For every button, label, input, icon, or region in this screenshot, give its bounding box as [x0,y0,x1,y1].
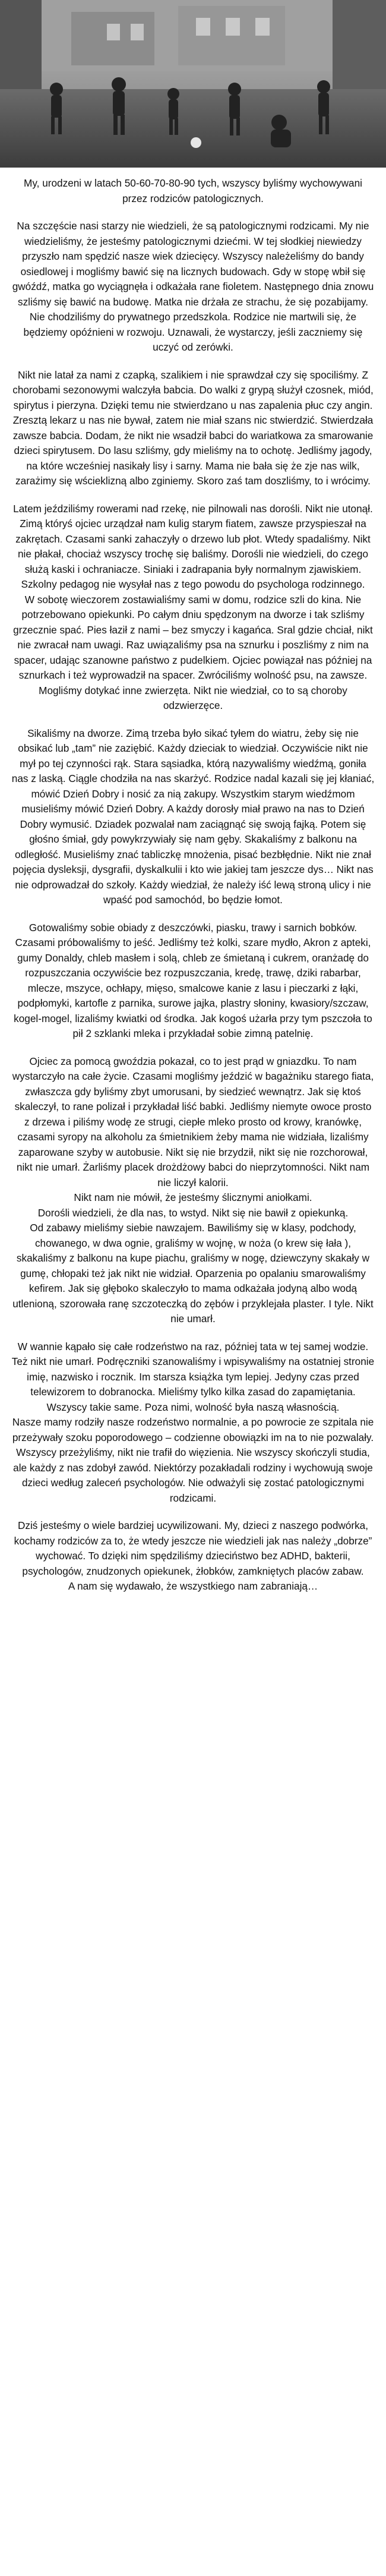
paragraph-text: Nasze mamy rodziły nasze rodzeństwo normalnie, a po powrocie ze szpitala nie przeżywały szoku poporodowego – codzienne obowiązki im na to nie pozwalały. Wszyscy przeżyliśmy, nikt nie trafił do więzienia. Nie wszyscy skończyli studia, ale każdy z nas zdobył zawód. Niektórzy pozakładali rodziny i wychowują swoje dzieci według zaleceń psychologów. Nie odważyli się zostać patologicznymi rodzicami. [12,1416,374,1504]
paragraph-text: W wannie kąpało się całe rodzeństwo na raz, później tata w tej samej wodzie. Też nikt nie umarł. Podręczniki szanowaliśmy i wpisywaliśmy na ostatniej stronie imię, nazwisko i rocznik. Im starsza książka tym lepiej. Jedyny czas przed telewizorem to dobranocka. Mieliśmy tylko kilka zasad do zapamiętania. Wszyscy takie same. Poza nimi, wolność była naszą własnością. [11,1340,375,1413]
paragraph [11,1054,375,1327]
article [0,168,386,1594]
paragraph [11,1518,375,1594]
paragraph-text: Nikt nam nie mówił, że jesteśmy ślicznymi aniołkami. [74,1191,312,1203]
paragraph-text: Od zabawy mieliśmy siebie nawzajem. Bawiliśmy się w klasy, podchody, chowanego, w dwa ognie, graliśmy w wojnę, w noża (o krew się łała ), skakaliśmy z balkonu na kupe piachu, graliśmy w nogę, dziewczyny skakały w gumę, chłopaki też jak nikt nie widział. Oparzenia po opalaniu smarowaliśmy kefirem. Jak się głęboko skaleczyło to mama odkażała jodyną albo wodą utlenioną, szorowała ranę szczoteczką do zębów i przyklejała plaster. I tyle. Nikt nie umarł. [12,1222,374,1325]
paragraph-text: Na szczęście nasi starzy nie wiedzieli, że są patologicznymi rodzicami. My nie wiedzieliśmy, że jesteśmy patologicznymi dziećmi. W tej słodkiej niewiedzy przyszło nam spędzić nasze wiek dziecięcy. Wszyscy należeliśmy do bandy osiedlowej i mogliśmy bawić się na licznych budowach. Gdy w stopę wbił się gwóźdź, matka go wyciągnęła i odkażała rane fioletem. Następnego dnia znowu szliśmy się bawić na budowę. Matka nie drżała ze strachu, że się pozabijamy. Nie chodziliśmy do prywatnego przedszkola. Rodzice nie martwili się, że będziemy opóźnieni w rozwoju. Uznawali, że wystarczy, jeśli zaczniemy się uczyć od zerówki. [12,220,374,353]
paragraph-text: Dziś jesteśmy o wiele bardziej ucywilizowani. My, dzieci z naszego podwórka, kochamy rodziców za to, że wtedy jeszcze nie wiedzieli jak nas należy „dobrze” wychować. To dzięki nim spędziliśmy dzieciństwo bez ADHD, bakterii, psychologów, znudzonych opiekunek, żłobków, zamkniętych placów zabaw. [14,1519,372,1577]
paragraph-text: W sobotę wieczorem zostawialiśmy sami w domu, rodzice szli do kina. Nie potrzebowano opiekunki. Po całym dniu spędzonym na dworze i tak szliśmy grzecznie spać. Pies łaził z nami – bez smyczy i kagańca. Sral gdzie chciał, nikt nie zwracał nam uwagi. Raz uwiązaliśmy psa na sznurku i poszliśmy z nim na spacer, udając szanowne państwo z pudelkiem. Ojciec powiązał nas później na sznurkach i też wyprowadził na spacer. Zwróciliśmy wolność psu, na zawsze. Mogliśmy dotykać inne zwierzęta. Nikt nie wiedział, co to są choroby odzwierzęce. [13,593,373,711]
paragraph [11,368,375,489]
paragraph-text: Ojciec za pomocą gwoździa pokazał, co to jest prąd w gniazdku. To nam wystarczyło na całe życie. Czasami mogliśmy jeździć w bagażniku starego fiata, zwłaszcza gdy byliśmy zbyt umorusani, by siedzieć wewnątrz. Jak się ktoś skaleczył, to rane polizał i przykładał liść babki. Jedliśmy niemyte owoce prosto z drzewa i piliśmy wodę ze strugi, ciepłe mleko prosto od krowy, kranówkę, czasami syropy na alkoholu za śmietnikiem żeby mama nie widziała, lizaliśmy zaparowane szyby w autobusie. Nikt się nie brzydził, nikt się nie rozchorował, nikt nie umarł. Żarliśmy placek drożdżowy babci do nieprzytomności. Nikt nam nie liczył kalorii. [12,1055,374,1188]
paragraph-text: A nam się wydawało, że wszystkiego nam zabraniają… [68,1580,318,1592]
paragraph [11,176,375,206]
paragraph-text: My, urodzeni w latach 50-60-70-80-90 tych, wszyscy byliśmy wychowywani przez rodziców patologicznych. [24,177,362,204]
paragraph-text: Zimą któryś ojciec urządzał nam kulig starym fiatem, zawsze przyspieszał na zakrętach. Czasami sanki zahaczyły o drzewo lub płot. Wtedy spadaliśmy. Nikt nie płakał, chociaż wszyscy trochę się baliśmy. Dorośli nie wiedzieli, do czego służą kaski i ochraniacze. Siniaki i zadrapania były normalnym zjawiskiem. Szkolny pedagog nie wysyłał nas z tego powodu do psychologa rodzinnego. [15,518,371,590]
header-photo [0,0,386,168]
paragraph [11,502,375,714]
paragraph-text: Latem jeździliśmy rowerami nad rzekę, nie pilnowali nas dorośli. Nikt nie utonął. [13,502,373,515]
paragraph-text: Dorośli wiedzieli, że dla nas, to wstyd. Nikt się nie bawił z opiekunką. [37,1206,349,1219]
paragraph [11,726,375,908]
paragraph [11,219,375,355]
paragraph [11,1339,375,1506]
paragraph [11,920,375,1042]
paragraph-text: Sikaliśmy na dworze. Zimą trzeba było sikać tyłem do wiatru, żeby się nie obsikać lub „tam” nie zaziębić. Każdy dzieciak to wiedział. Oczywiście nikt nie mył po tej czynności rąk. Stara sąsiadka, którą nazywaliśmy wiedźmą, goniła nas z laską. Ciągle chodziła na nas skarżyć. Rodzice nadal kazali się jej kłaniać, mówić Dzień Dobry i nosić za nią zakupy. Wszystkim starym wiedźmom musieliśmy mówić Dzień Dobry. A każdy dorosły miał prawo na nas to Dzień Dobry wymusić. Dziadek pozwalał nam zaciągnąć się swoją fajką. Potem się głośno śmiał, gdy powykrzywiały się nam gęby. Skakaliśmy z balkonu na odległość. Musieliśmy znać tabliczkę mnożenia, pisać bezbłędnie. Nikt nie znał pojęcia dysleksji, dysgrafii, dyskalkulii i kto wie jakiej tam jeszcze dys… Nikt nas nie odprowadzał do szkoły. Każdy wiedział, że należy iść lewą stroną ulicy i nie wpaść pod samochód, bo będzie łomot. [11,727,375,906]
paragraph-text: Gotowaliśmy sobie obiady z deszczówki, piasku, trawy i sarnich bobków. Czasami próbowaliśmy to jeść. Jedliśmy też kolki, szare mydło, Akron z apteki, gumy Donaldy, chleb masłem i solą, chleb ze śmietaną i cukrem, oranżadę do rozpuszczania oczywiście bez rozpuszczania, kredę, trawę, dziki rabarbar, mlecze, mszyce, ochłapy, mięso, smalcowe kanie z lasu i pieczarki z łąki, podpłomyki, kartofle z parnika, surowe jajka, plastry słoniny, kwasiory/szczaw, kogel-mogel, lizaliśmy kwiatki od środka. Jak kogoś użarła przy tym pszczoła to pił 2 szklanki mleka i przykładał sobie zimną patelnię. [14,921,372,1039]
paragraph-text: Nikt nie latał za nami z czapką, szalikiem i nie sprawdzał czy się spociliśmy. Z chorobami sezonowymi walczyła babcia. Do walki z grypą służył czosnek, miód, spirytus i pierzyna. Dzięki temu nie stwierdzano u nas zapalenia płuc czy angin. Zresztą lekarz u nas nie bywał, zatem nie miał szans nic stwierdzić. Stwierdzała zawsze babcia. Dodam, że nikt nie wsadził babci do wariatkowa za smarowanie dzieci spirytusem. Do lasu szliśmy, gdy mieliśmy na to ochotę. Jedliśmy jagody, na które wcześniej nasikały lisy i sarny. Mama nie bała się że zje nas wilk, zarażimy się wścieklizną albo zginiemy. Skoro zaś tam doszliśmy, to i wrócimy. [12,368,374,487]
